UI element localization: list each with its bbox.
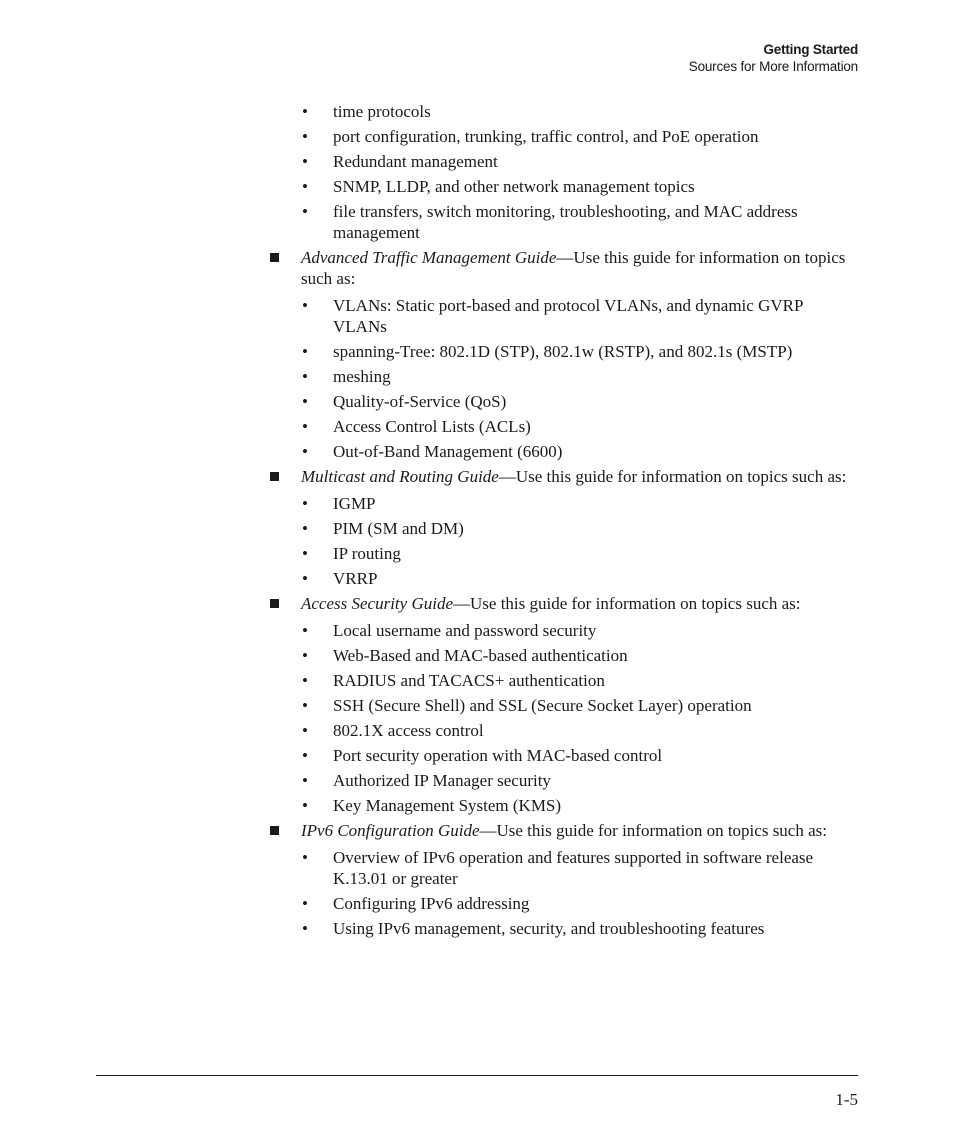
list-item: • SSH (Secure Shell) and SSL (Secure Socket Layer) operation (333, 695, 858, 716)
guide-description: —Use this guide for information on topics such as: (453, 594, 801, 613)
guide-title: IPv6 Configuration Guide (301, 821, 480, 840)
guide-entry-advanced-traffic (301, 247, 858, 289)
list-item: • Access Control Lists (ACLs) (333, 416, 858, 437)
list-item: • port configuration, trunking, traffic control, and PoE operation (333, 126, 858, 147)
list-item: • Using IPv6 management, security, and troubleshooting features (333, 918, 858, 939)
guide-title: Multicast and Routing Guide (301, 467, 499, 486)
guide-title: Advanced Traffic Management Guide (301, 248, 557, 267)
page-body (0, 101, 954, 943)
guide-title: Access Security Guide (301, 594, 453, 613)
list-item: • Overview of IPv6 operation and features supported in software release K.13.01 or greater (333, 847, 858, 889)
list-item: • Web-Based and MAC-based authentication (333, 645, 858, 666)
list-item: • Configuring IPv6 addressing (333, 893, 858, 914)
guide-description: —Use this guide for information on topics such as: (498, 467, 847, 486)
guide-description: —Use this guide for information on topics such as: (479, 821, 827, 840)
list-item: • meshing (333, 366, 858, 387)
list-item: • Quality-of-Service (QoS) (333, 391, 858, 412)
list-item: • Redundant management (333, 151, 858, 172)
list-item: • Authorized IP Manager security (333, 770, 858, 791)
page-number: 1-5 (835, 1090, 858, 1109)
list-item: • Out-of-Band Management (6600) (333, 441, 858, 462)
list-item: • VRRP (333, 568, 858, 589)
list-item: • Port security operation with MAC-based control (333, 745, 858, 766)
list-item: • Local username and password security (333, 620, 858, 641)
running-header (689, 41, 858, 75)
list-item: • file transfers, switch monitoring, troubleshooting, and MAC address management (333, 201, 858, 243)
section-title: Sources for More Information (688, 59, 858, 74)
list-item: • PIM (SM and DM) (333, 518, 858, 539)
guide-entry-access-security (301, 593, 858, 614)
list-item: • 802.1X access control (333, 720, 858, 741)
list-item: • IGMP (333, 493, 858, 514)
list-item: • SNMP, LLDP, and other network management topics (333, 176, 858, 197)
guide-entry-multicast-routing (301, 466, 858, 487)
list-item: • RADIUS and TACACS+ authentication (333, 670, 858, 691)
guide-entry-ipv6-configuration (301, 820, 858, 841)
chapter-title: Getting Started (763, 42, 858, 57)
list-item: • Key Management System (KMS) (333, 795, 858, 816)
list-item: • VLANs: Static port-based and protocol VLANs, and dynamic GVRP VLANs (333, 295, 858, 337)
list-item: • spanning-Tree: 802.1D (STP), 802.1w (RSTP), and 802.1s (MSTP) (333, 341, 858, 362)
list-item: • IP routing (333, 543, 858, 564)
guide-description: —Use this guide for information on topics such as: (301, 248, 846, 288)
list-item: • time protocols (333, 101, 858, 122)
footer-rule (96, 1075, 858, 1076)
